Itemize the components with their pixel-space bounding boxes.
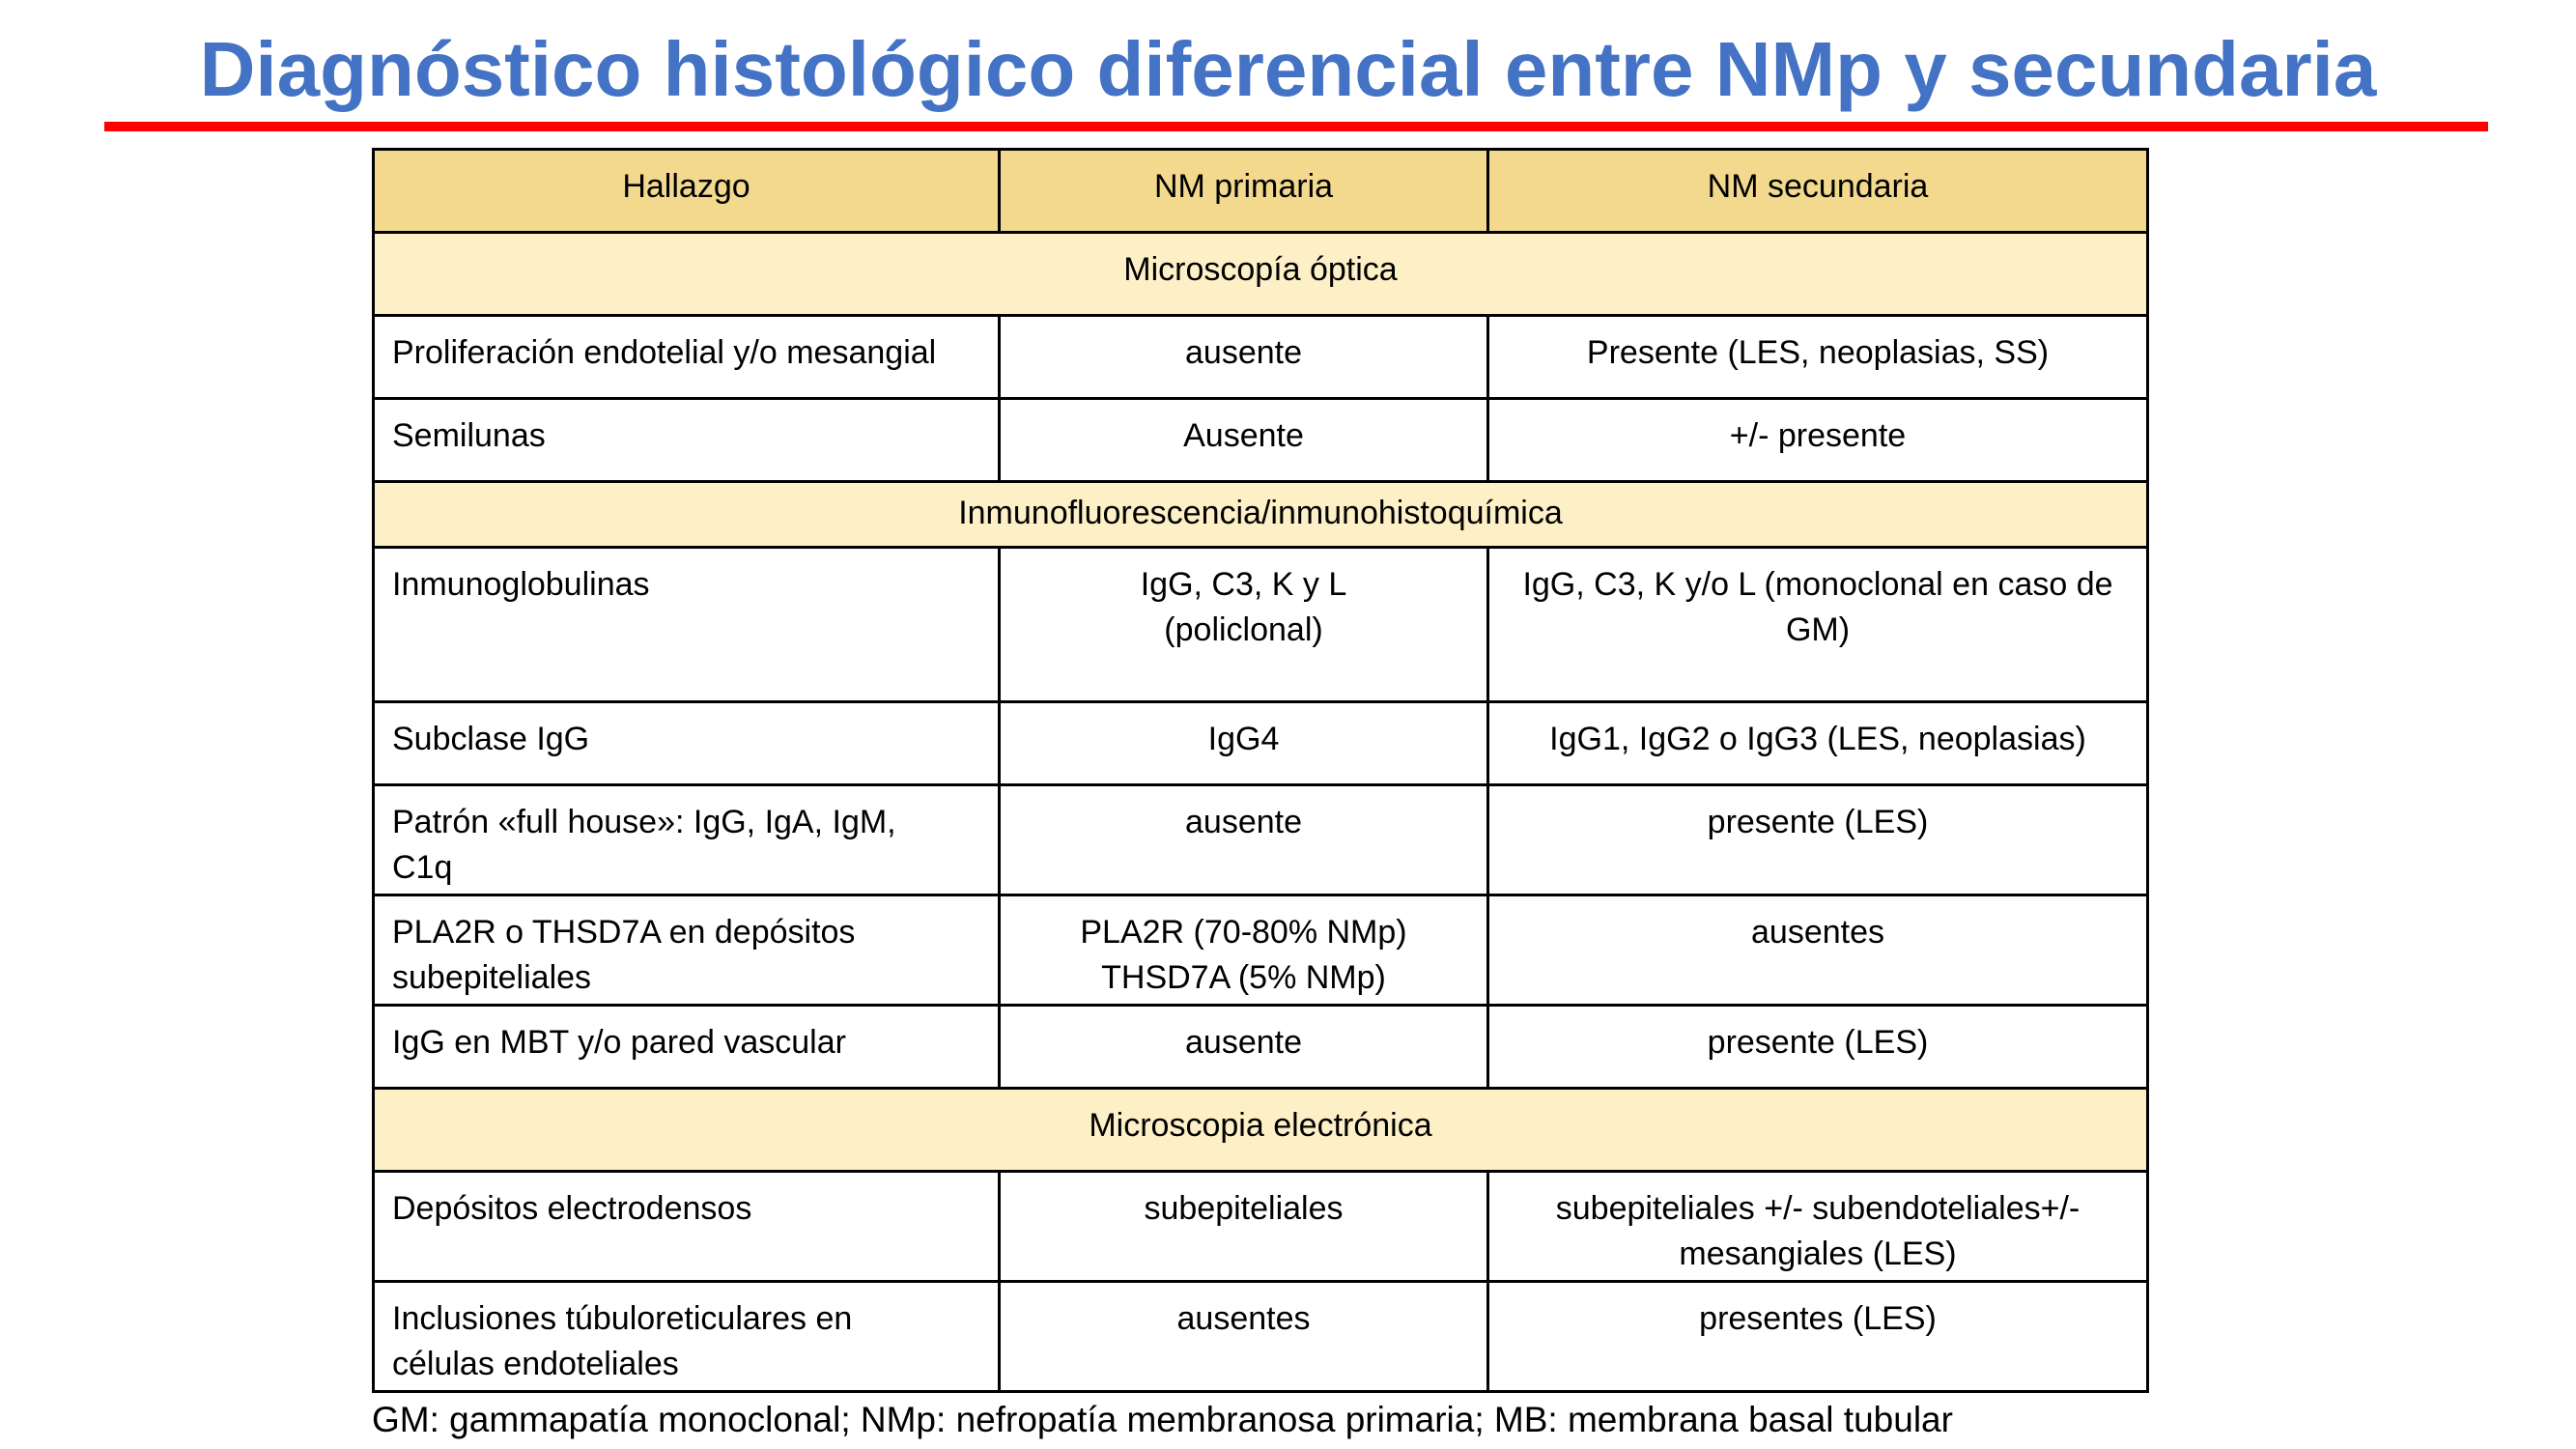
cell-hallazgo: Proliferación endotelial y/o mesangial	[374, 316, 1000, 399]
cell-line: C1q	[392, 849, 453, 886]
cell-primaria: ausente	[1000, 785, 1488, 895]
cell-hallazgo	[374, 1282, 1000, 1392]
cell-line: IgG, C3, K y L	[1140, 566, 1347, 603]
cell-hallazgo	[374, 785, 1000, 895]
cell-secundaria	[1488, 548, 2148, 702]
cell-primaria: ausentes	[1000, 1282, 1488, 1392]
cell-secundaria: ausentes	[1488, 895, 2148, 1006]
cell-line: PLA2R o THSD7A en depósitos	[392, 914, 856, 951]
cell-line: Inclusiones túbuloreticulares en	[392, 1300, 853, 1337]
section-row	[374, 233, 2148, 316]
cell-line: GM)	[1785, 611, 1851, 648]
cell-hallazgo: Inmunoglobulinas	[374, 548, 1000, 702]
differential-diagnosis-table	[372, 148, 2149, 1393]
cell-line: PLA2R (70-80% NMp)	[1080, 914, 1407, 951]
section-inmunofluorescencia: Inmunofluorescencia/inmunohistoquímica	[374, 482, 2148, 548]
table-row	[374, 1282, 2148, 1392]
cell-line: (policlonal)	[1164, 611, 1323, 648]
cell-primaria: IgG4	[1000, 702, 1488, 785]
table-row	[374, 1006, 2148, 1089]
cell-secundaria: Presente (LES, neoplasias, SS)	[1488, 316, 2148, 399]
cell-line: Patrón «full house»: IgG, IgA, IgM,	[392, 804, 896, 840]
table-row	[374, 1172, 2148, 1282]
table-row	[374, 548, 2148, 702]
cell-secundaria	[1488, 1172, 2148, 1282]
footnote-abbreviations: GM: gammapatía monoclonal; NMp: nefropatía membranosa primaria; MB: membrana basal tubular	[372, 1400, 1953, 1439]
cell-primaria: Ausente	[1000, 399, 1488, 482]
section-microscopia-optica: Microscopía óptica	[374, 233, 2148, 316]
title-underline	[104, 122, 2488, 131]
header-nm-primaria: NM primaria	[1000, 150, 1488, 233]
table-row	[374, 316, 2148, 399]
cell-secundaria: +/- presente	[1488, 399, 2148, 482]
cell-primaria: subepiteliales	[1000, 1172, 1488, 1282]
cell-hallazgo	[374, 895, 1000, 1006]
cell-line: células endoteliales	[392, 1346, 679, 1382]
cell-line: IgG, C3, K y/o L (monoclonal en caso de	[1522, 566, 2113, 603]
section-row	[374, 482, 2148, 548]
cell-secundaria: presente (LES)	[1488, 785, 2148, 895]
section-microscopia-electronica: Microscopia electrónica	[374, 1089, 2148, 1172]
slide-title: Diagnóstico histológico diferencial entre NMp y secundaria	[199, 26, 2377, 112]
cell-line: subepiteliales	[392, 959, 592, 996]
cell-hallazgo: Depósitos electrodensos	[374, 1172, 1000, 1282]
header-hallazgo: Hallazgo	[374, 150, 1000, 233]
cell-line: subepiteliales +/- subendoteliales+/-	[1555, 1190, 2081, 1227]
cell-hallazgo: Semilunas	[374, 399, 1000, 482]
table-row	[374, 399, 2148, 482]
cell-primaria	[1000, 895, 1488, 1006]
section-row	[374, 1089, 2148, 1172]
cell-primaria: ausente	[1000, 1006, 1488, 1089]
cell-primaria: ausente	[1000, 316, 1488, 399]
cell-primaria	[1000, 548, 1488, 702]
table-header-row	[374, 150, 2148, 233]
cell-line: mesangiales (LES)	[1679, 1236, 1957, 1272]
header-nm-secundaria: NM secundaria	[1488, 150, 2148, 233]
table-row	[374, 702, 2148, 785]
cell-hallazgo: IgG en MBT y/o pared vascular	[374, 1006, 1000, 1089]
cell-secundaria: presentes (LES)	[1488, 1282, 2148, 1392]
cell-secundaria: presente (LES)	[1488, 1006, 2148, 1089]
cell-hallazgo: Subclase IgG	[374, 702, 1000, 785]
table-row	[374, 785, 2148, 895]
table-row	[374, 895, 2148, 1006]
cell-secundaria: IgG1, IgG2 o IgG3 (LES, neoplasias)	[1488, 702, 2148, 785]
cell-line: THSD7A (5% NMp)	[1101, 959, 1386, 996]
